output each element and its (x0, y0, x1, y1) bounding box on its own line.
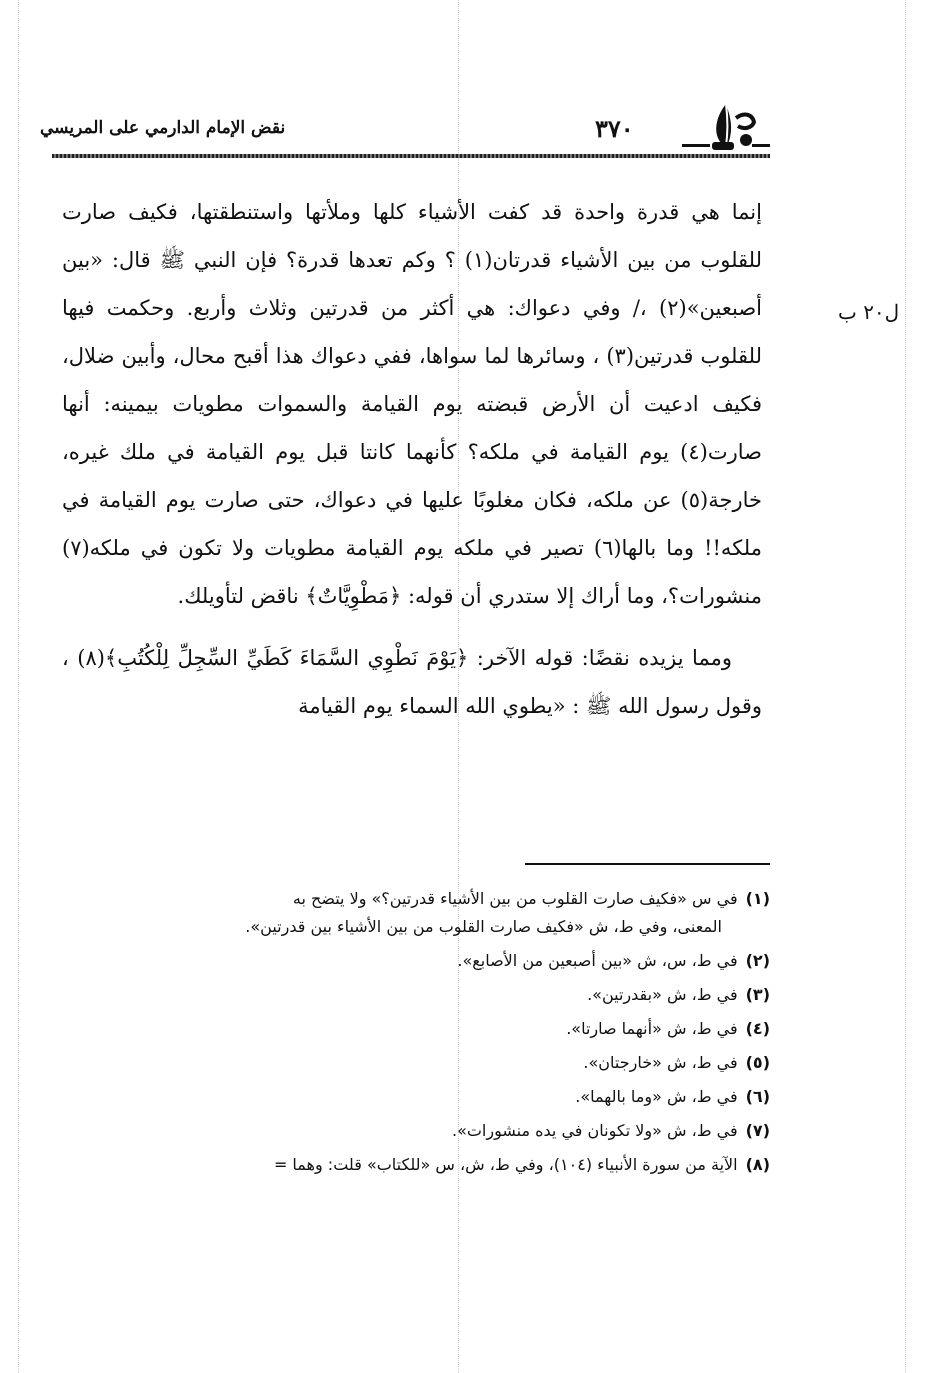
footnote (30, 1151, 770, 1179)
page-header (40, 108, 768, 152)
footnote-text: في ط، ش «خارجتان». (583, 1053, 738, 1072)
footnote-number: (١) (745, 889, 770, 908)
footnote-text: في ط، س، ش «بين أصبعين من الأصابع». (457, 951, 738, 970)
footnote-number: (٦) (745, 1087, 770, 1106)
footnote (30, 1049, 770, 1077)
footnote-number: (٣) (745, 985, 770, 1004)
footnote-text: في ط، ش «بقدرتين». (587, 985, 738, 1004)
footnote-divider (525, 863, 770, 865)
footnote-continuation: المعنى، وفي ط، ش «فكيف صارت القلوب من بين الأشياء بين قدرتين». (245, 917, 722, 936)
scan-guide-line (905, 0, 906, 1373)
footnote-text: في ط، ش «ولا تكونان في يده منشورات». (451, 1121, 738, 1140)
manuscript-folio-note: ل٢٠ ب (838, 300, 900, 324)
footnote-text: في ط، ش «وما بالهما». (575, 1087, 738, 1106)
book-title: نقض الإمام الدارمي على المريسي (40, 118, 286, 138)
footnote-number: (٢) (745, 951, 770, 970)
scan-guide-line (18, 0, 19, 1373)
paragraph: إنما هي قدرة واحدة قد كفت الأشياء كلها وملأتها واستنطقتها، فكيف صارت للقلوب من بين الأشياء قدرتان(١) ؟ وكم تعدها قدرة؟ فإن النبي ﷺ قال: «بين أصبعين»(٢) ،/ وفي دعواك: هي أكثر من قدرتين وثلاث وأربع. وحكمت فيها للقلوب قدرتين(٣) ، وسائرها لما سواها، ففي دعواك هذا أقبح محال، وأبين ضلال، فكيف ادعيت أن الأرض قبضته يوم القيامة والسموات مطويات بيمينه: أنها صارت(٤) يوم القيامة في ملكه؟ كأنهما كانتا قبل يوم القيامة في ملك غيره، خارجة(٥) عن ملكه، فكان مغلوبًا عليها في دعواك، حتى صارت يوم القيامة في ملكه!! وما بالها(٦) تصير في ملكه يوم القيامة مطويات ولا تكون في ملكه(٧) منشورات؟، وما أراك إلا ستدري أن قوله: ﴿مَطْوِيَّاتٌ﴾ ناقض لتأويلك. (62, 200, 762, 608)
footnote-number: (٤) (745, 1019, 770, 1038)
footnote-text: في س «فكيف صارت القلوب من بين الأشياء قدرتين؟» ولا يتضح به (292, 889, 738, 908)
footnote-number: (٨) (745, 1155, 770, 1174)
main-text (62, 188, 762, 730)
header-rule (52, 154, 770, 158)
footnote (30, 1117, 770, 1145)
footnote-number: (٥) (745, 1053, 770, 1072)
footnote-text: الآية من سورة الأنبياء (١٠٤)، وفي ط، ش، س «للكتاب» قلت: وهما = (273, 1155, 738, 1174)
footnote (30, 885, 770, 941)
page-number: ٣٧٠ (595, 114, 634, 143)
footnote (30, 981, 770, 1009)
footnote (30, 1015, 770, 1043)
paragraph: ومما يزيده نقضًا: قوله الآخر: ﴿يَوْمَ نَطْوِي السَّمَاءَ كَطَيِّ السِّجِلِّ لِلْكُتُبِ﴾(٨) ، وقول رسول الله ﷺ : «يطوي الله السماء يوم القيامة (62, 646, 762, 718)
footnote (30, 947, 770, 975)
footnote-text: في ط، ش «أنهما صارتا». (566, 1019, 738, 1038)
footnote (30, 1083, 770, 1111)
quill-ornament-icon (682, 96, 770, 152)
footnote-number: (٧) (745, 1121, 770, 1140)
footnotes (30, 885, 770, 1185)
